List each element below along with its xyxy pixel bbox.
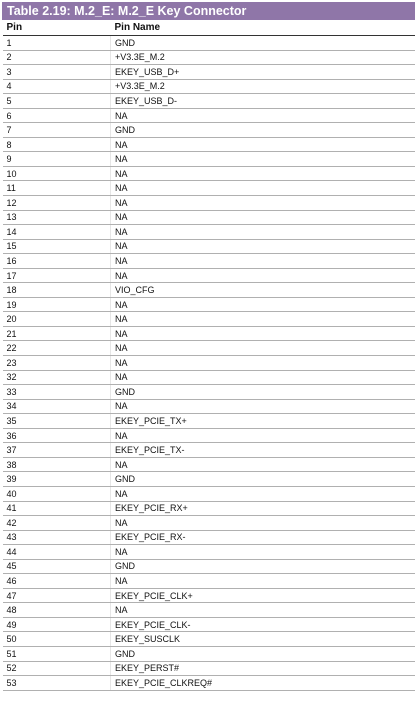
pin-number-cell: 4 <box>3 79 111 94</box>
pin-number-cell: 44 <box>3 545 111 560</box>
pin-name-cell: GND <box>111 472 415 487</box>
pin-number-cell: 13 <box>3 210 111 225</box>
pin-number-cell: 23 <box>3 356 111 371</box>
pin-number-cell: 11 <box>3 181 111 196</box>
pin-number-cell: 10 <box>3 166 111 181</box>
table-row <box>3 181 415 196</box>
pin-number-cell: 1 <box>3 36 111 51</box>
table-row <box>3 108 415 123</box>
table-row <box>3 137 415 152</box>
pin-number-cell: 37 <box>3 443 111 458</box>
pin-table <box>2 2 415 691</box>
table-row <box>3 65 415 80</box>
table-row <box>3 530 415 545</box>
pin-name-cell: NA <box>111 457 415 472</box>
pin-name-cell: NA <box>111 574 415 589</box>
pin-number-cell: 15 <box>3 239 111 254</box>
pin-name-cell: EKEY_PCIE_CLKREQ# <box>111 676 415 691</box>
table-row <box>3 661 415 676</box>
table-row <box>3 443 415 458</box>
table-row <box>3 239 415 254</box>
table-row <box>3 123 415 138</box>
pin-name-cell: NA <box>111 268 415 283</box>
pin-number-cell: 2 <box>3 50 111 65</box>
table-row <box>3 166 415 181</box>
table-row <box>3 297 415 312</box>
pin-name-cell: EKEY_USB_D+ <box>111 65 415 80</box>
table-row <box>3 399 415 414</box>
pin-name-cell: GND <box>111 646 415 661</box>
pin-number-cell: 16 <box>3 254 111 269</box>
pin-name-cell: NA <box>111 356 415 371</box>
pin-number-cell: 43 <box>3 530 111 545</box>
table-row <box>3 617 415 632</box>
pin-number-cell: 34 <box>3 399 111 414</box>
pin-name-cell: EKEY_PCIE_TX+ <box>111 414 415 429</box>
table-body <box>3 36 415 691</box>
pin-name-cell: NA <box>111 108 415 123</box>
table-row <box>3 457 415 472</box>
pin-name-cell: NA <box>111 516 415 531</box>
table-row <box>3 603 415 618</box>
table-row <box>3 268 415 283</box>
pin-number-cell: 46 <box>3 574 111 589</box>
pin-name-cell: NA <box>111 603 415 618</box>
pin-name-cell: NA <box>111 254 415 269</box>
table-row <box>3 326 415 341</box>
column-header-pin-name: Pin Name <box>111 20 415 36</box>
pin-name-cell: EKEY_PCIE_TX- <box>111 443 415 458</box>
table-row <box>3 588 415 603</box>
table-title-row <box>3 3 415 20</box>
pin-number-cell: 49 <box>3 617 111 632</box>
table-header-row <box>3 20 415 36</box>
table-row <box>3 36 415 51</box>
pin-name-cell: NA <box>111 341 415 356</box>
table-row <box>3 385 415 400</box>
table-row <box>3 79 415 94</box>
table-row <box>3 341 415 356</box>
pin-number-cell: 18 <box>3 283 111 298</box>
pin-name-cell: EKEY_PERST# <box>111 661 415 676</box>
pin-number-cell: 36 <box>3 428 111 443</box>
table-row <box>3 486 415 501</box>
pin-name-cell: NA <box>111 399 415 414</box>
pin-number-cell: 48 <box>3 603 111 618</box>
pin-number-cell: 9 <box>3 152 111 167</box>
table-row <box>3 50 415 65</box>
pin-name-cell: NA <box>111 297 415 312</box>
column-header-pin: Pin <box>3 20 111 36</box>
pin-name-cell: VIO_CFG <box>111 283 415 298</box>
pin-name-cell: NA <box>111 370 415 385</box>
pin-number-cell: 47 <box>3 588 111 603</box>
pin-name-cell: NA <box>111 486 415 501</box>
pin-name-cell: NA <box>111 137 415 152</box>
pin-number-cell: 20 <box>3 312 111 327</box>
table-row <box>3 574 415 589</box>
pin-number-cell: 38 <box>3 457 111 472</box>
pin-name-cell: EKEY_PCIE_RX+ <box>111 501 415 516</box>
pin-name-cell: NA <box>111 239 415 254</box>
pin-name-cell: GND <box>111 385 415 400</box>
table-row <box>3 356 415 371</box>
pin-name-cell: NA <box>111 326 415 341</box>
table-row <box>3 646 415 661</box>
table-row <box>3 545 415 560</box>
pin-name-cell: +V3.3E_M.2 <box>111 50 415 65</box>
pin-number-cell: 22 <box>3 341 111 356</box>
table-row <box>3 632 415 647</box>
table-row <box>3 501 415 516</box>
pin-number-cell: 33 <box>3 385 111 400</box>
table-row <box>3 516 415 531</box>
pin-name-cell: NA <box>111 545 415 560</box>
pin-number-cell: 53 <box>3 676 111 691</box>
table-row <box>3 428 415 443</box>
table-row <box>3 210 415 225</box>
pin-number-cell: 50 <box>3 632 111 647</box>
pin-number-cell: 41 <box>3 501 111 516</box>
pin-name-cell: NA <box>111 181 415 196</box>
table-row <box>3 414 415 429</box>
pin-number-cell: 42 <box>3 516 111 531</box>
table-row <box>3 676 415 691</box>
pin-number-cell: 40 <box>3 486 111 501</box>
table-row <box>3 283 415 298</box>
pin-number-cell: 5 <box>3 94 111 109</box>
pin-number-cell: 6 <box>3 108 111 123</box>
table-row <box>3 312 415 327</box>
pin-name-cell: GND <box>111 123 415 138</box>
pin-name-cell: +V3.3E_M.2 <box>111 79 415 94</box>
pin-number-cell: 21 <box>3 326 111 341</box>
pin-number-cell: 14 <box>3 225 111 240</box>
pin-number-cell: 19 <box>3 297 111 312</box>
pin-name-cell: NA <box>111 428 415 443</box>
table-row <box>3 152 415 167</box>
table-row <box>3 196 415 211</box>
pin-name-cell: NA <box>111 225 415 240</box>
pin-number-cell: 3 <box>3 65 111 80</box>
pin-number-cell: 7 <box>3 123 111 138</box>
table-row <box>3 370 415 385</box>
pin-number-cell: 35 <box>3 414 111 429</box>
pin-number-cell: 52 <box>3 661 111 676</box>
pin-name-cell: EKEY_PCIE_RX- <box>111 530 415 545</box>
pin-name-cell: GND <box>111 559 415 574</box>
pin-number-cell: 32 <box>3 370 111 385</box>
table-row <box>3 472 415 487</box>
table-row <box>3 225 415 240</box>
pin-name-cell: NA <box>111 312 415 327</box>
pin-number-cell: 12 <box>3 196 111 211</box>
table-row <box>3 94 415 109</box>
table-row <box>3 254 415 269</box>
pin-name-cell: NA <box>111 166 415 181</box>
pin-number-cell: 51 <box>3 646 111 661</box>
pin-name-cell: EKEY_USB_D- <box>111 94 415 109</box>
pin-number-cell: 39 <box>3 472 111 487</box>
pin-number-cell: 17 <box>3 268 111 283</box>
pin-name-cell: EKEY_PCIE_CLK- <box>111 617 415 632</box>
pin-name-cell: NA <box>111 152 415 167</box>
pin-name-cell: EKEY_PCIE_CLK+ <box>111 588 415 603</box>
pin-name-cell: GND <box>111 36 415 51</box>
pin-name-cell: NA <box>111 210 415 225</box>
pin-name-cell: NA <box>111 196 415 211</box>
pin-name-cell: EKEY_SUSCLK <box>111 632 415 647</box>
pin-number-cell: 8 <box>3 137 111 152</box>
table-title: Table 2.19: M.2_E: M.2_E Key Connector <box>3 3 415 20</box>
pin-number-cell: 45 <box>3 559 111 574</box>
table-row <box>3 559 415 574</box>
